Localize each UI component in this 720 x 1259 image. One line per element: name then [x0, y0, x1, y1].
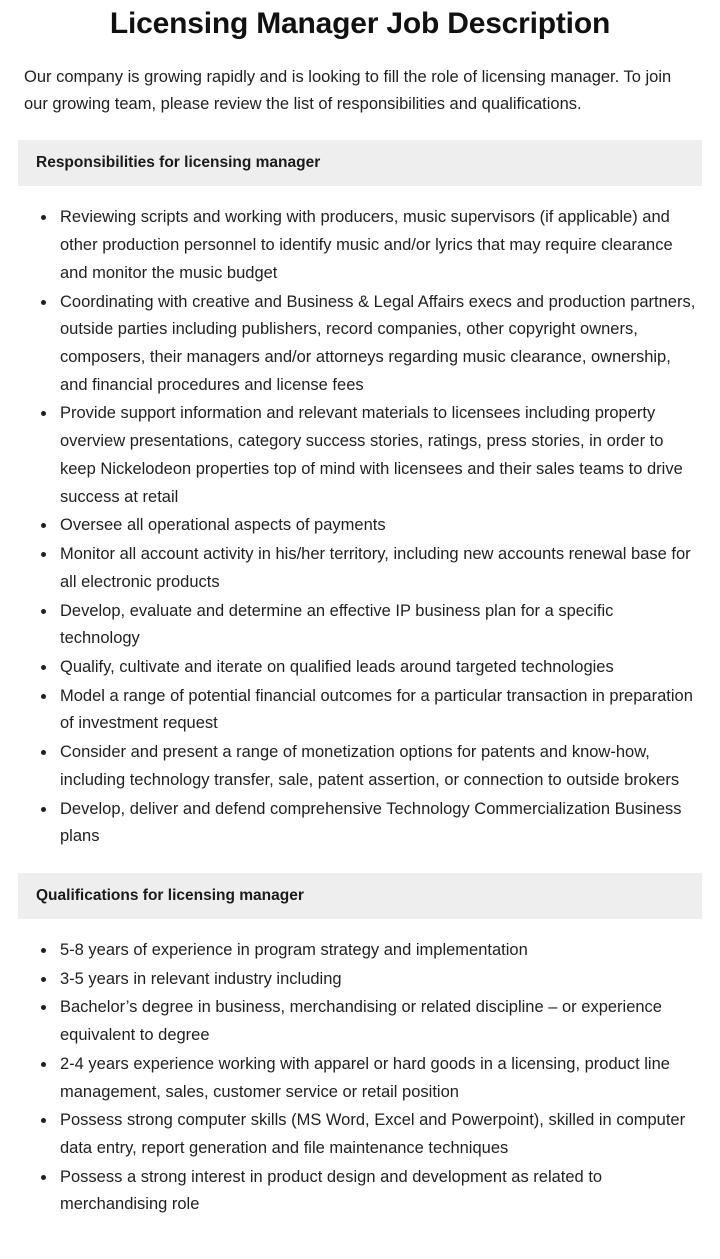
list-item: Coordinating with creative and Business & Legal Affairs execs and production partners, outside parties including publishers, record companies, other copyright owners, composers, their managers and/or attorneys regarding music clearance, ownership, and financial procedures and license fees — [24, 289, 696, 400]
list-item: Oversee all operational aspects of payments — [24, 512, 696, 540]
list-item: Model a range of potential financial outcomes for a particular transaction in preparation of investment request — [24, 683, 696, 738]
list-item: Reviewing scripts and working with producers, music supervisors (if applicable) and other production personnel to identify music and/or lyrics that may require clearance and monitor the music budget — [24, 204, 696, 287]
list-item: 3-5 years in relevant industry including — [24, 966, 696, 994]
list-item: Bachelor’s degree in business, merchandising or related discipline – or experience equivalent to degree — [24, 994, 696, 1049]
qualifications-list — [24, 937, 696, 1219]
section-header-responsibilities: Responsibilities for licensing manager — [18, 140, 702, 186]
intro-paragraph: Our company is growing rapidly and is looking to fill the role of licensing manager. To join our growing team, please review the list of responsibilities and qualifications. — [24, 68, 672, 114]
job-description-page — [0, 6, 720, 1259]
list-item: Qualify, cultivate and iterate on qualified leads around targeted technologies — [24, 654, 696, 682]
list-item: 5-8 years of experience in program strategy and implementation — [24, 937, 696, 965]
list-item: Develop, evaluate and determine an effective IP business plan for a specific technology — [24, 598, 696, 653]
responsibilities-list — [24, 204, 696, 851]
bottom-spacer — [24, 1241, 696, 1259]
list-item: Consider and present a range of monetization options for patents and know-how, including technology transfer, sale, patent assertion, or connection to outside brokers — [24, 739, 696, 794]
list-item: Possess strong computer skills (MS Word, Excel and Powerpoint), skilled in computer data entry, report generation and file maintenance techniques — [24, 1107, 696, 1162]
list-item: 2-4 years experience working with apparel or hard goods in a licensing, product line management, sales, customer service or retail position — [24, 1051, 696, 1106]
list-item: Monitor all account activity in his/her territory, including new accounts renewal base for all electronic products — [24, 541, 696, 596]
page-title: Licensing Manager Job Description — [109, 7, 611, 40]
section-header-qualifications: Qualifications for licensing manager — [18, 873, 702, 919]
list-item: Provide support information and relevant materials to licensees including property overview presentations, category success stories, ratings, press stories, in order to keep Nickelodeon properties top of mind with licensees and their sales teams to drive success at retail — [24, 400, 696, 511]
list-item: Develop, deliver and defend comprehensive Technology Commercialization Business plans — [24, 796, 696, 851]
list-item: Possess a strong interest in product design and development as related to merchandising role — [24, 1164, 696, 1219]
